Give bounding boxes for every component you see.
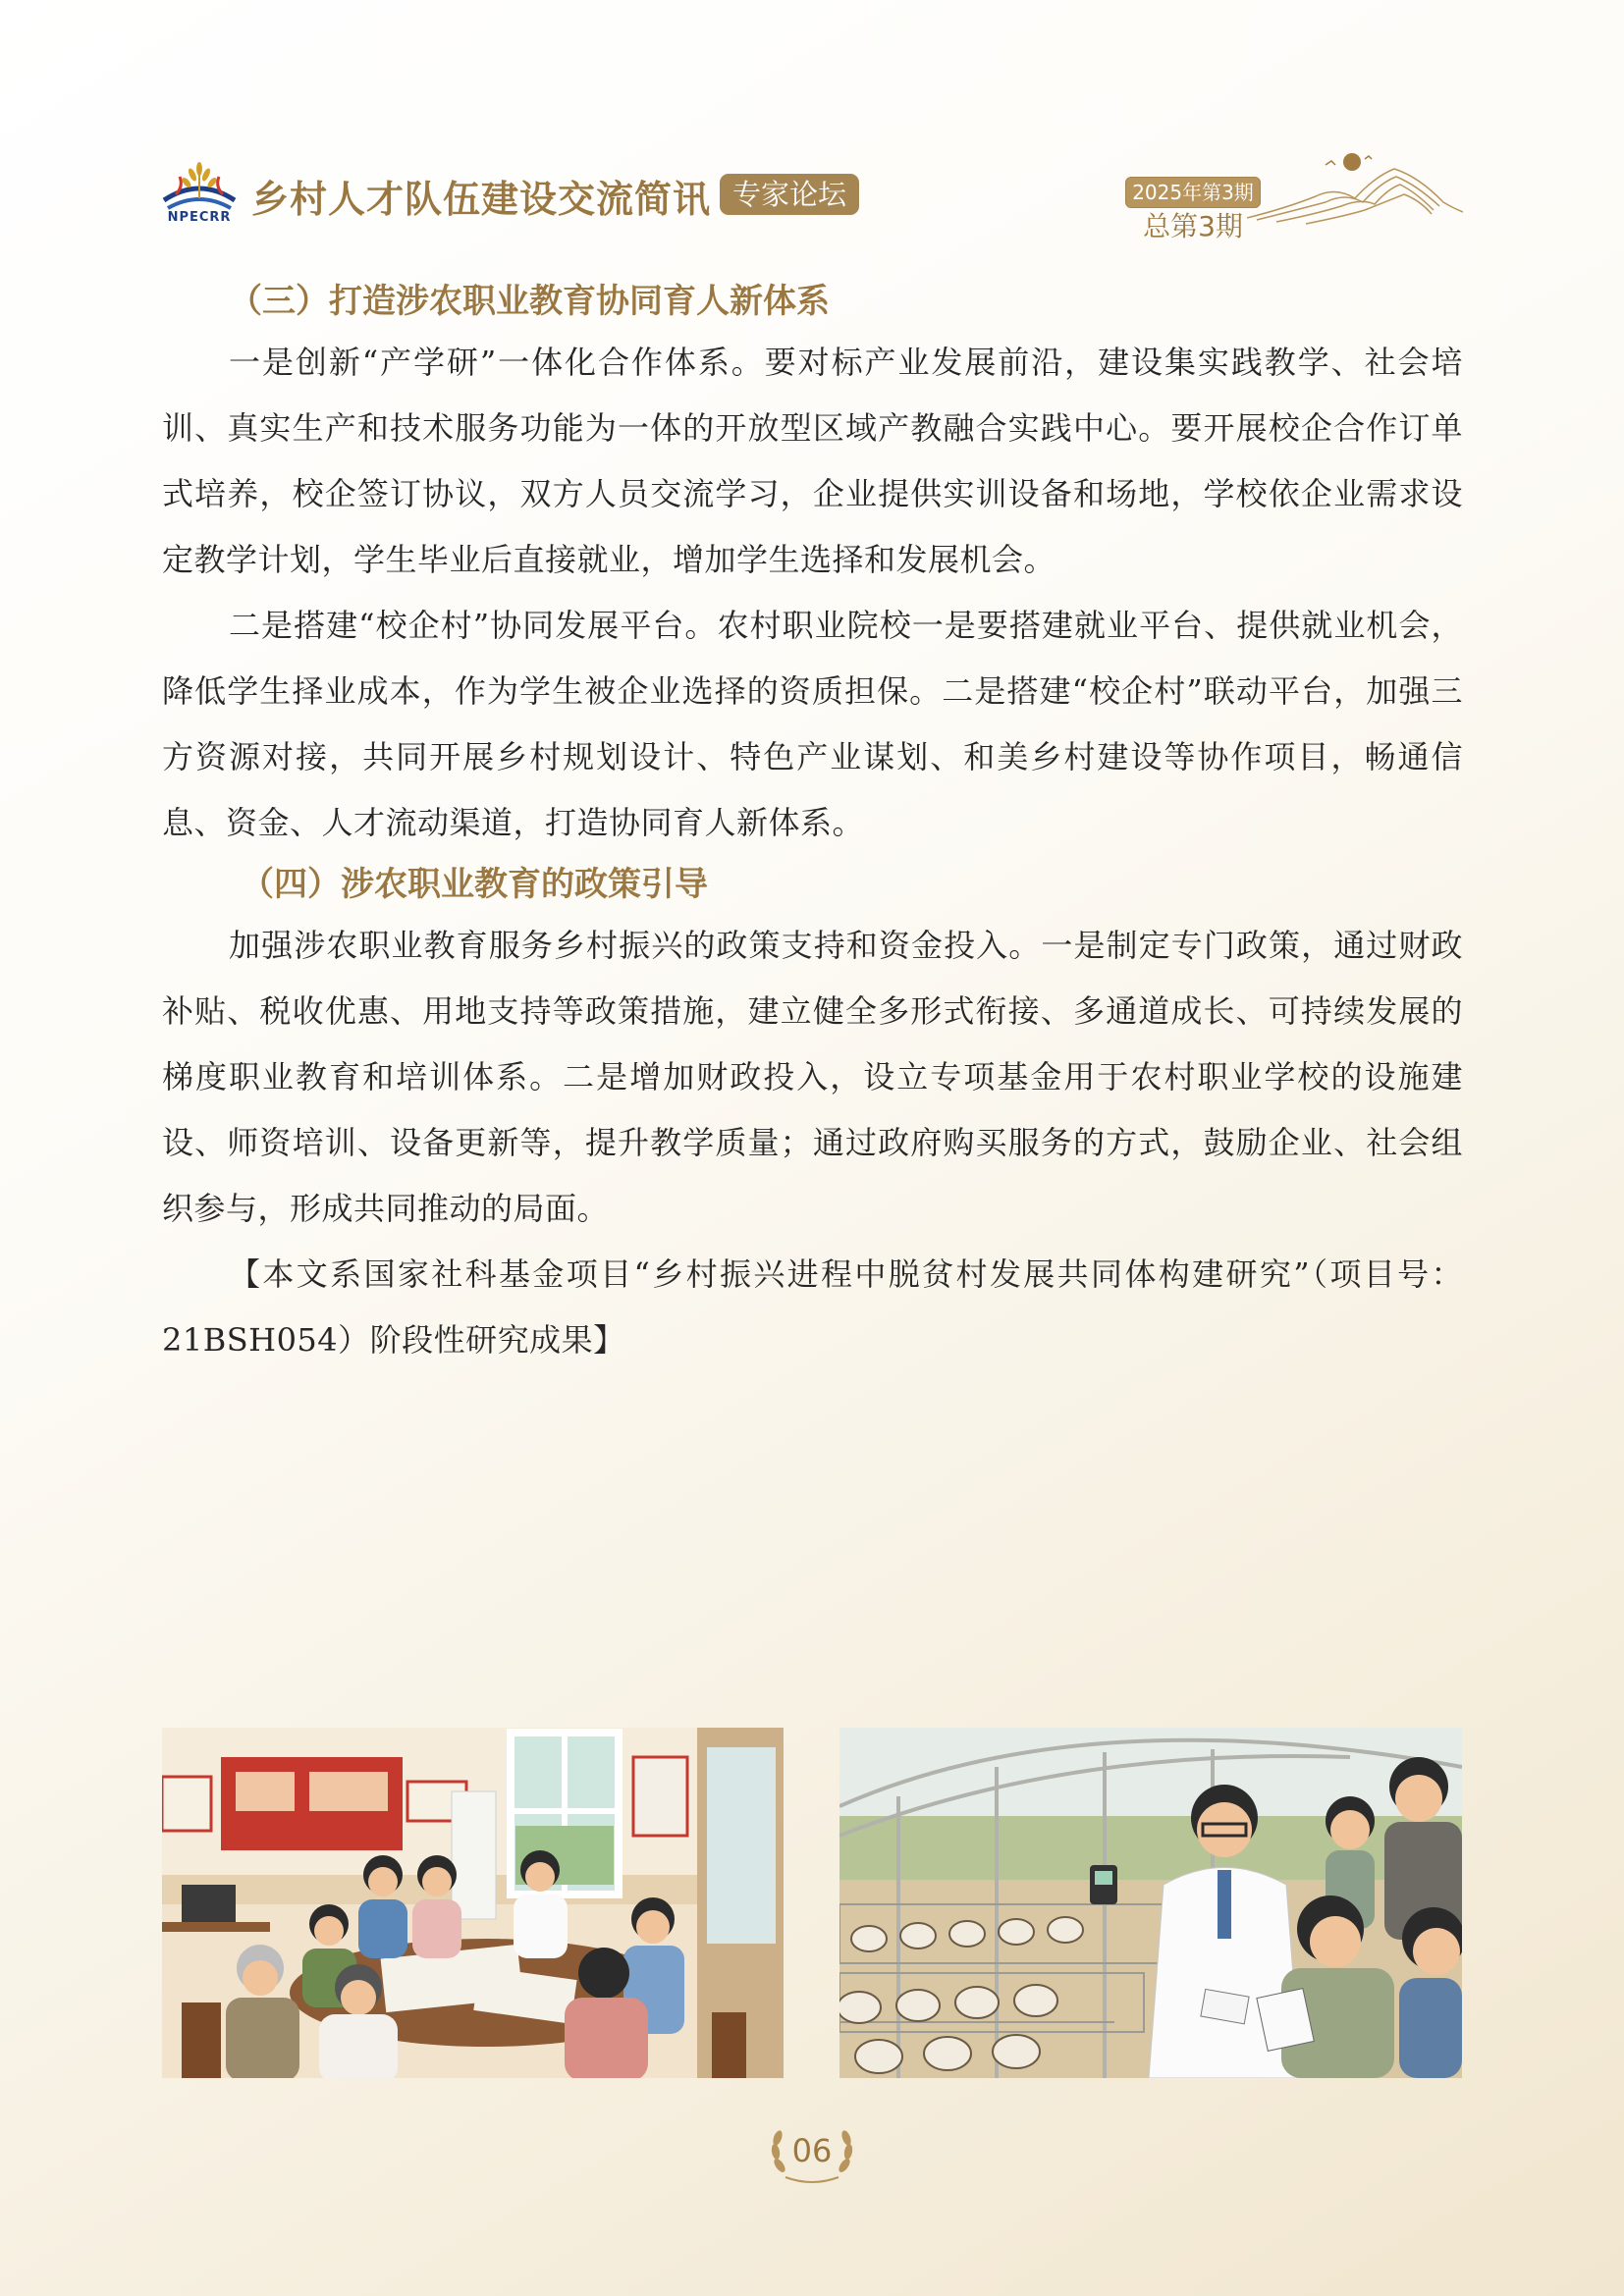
mountain-sun-decoration-icon — [1247, 147, 1463, 226]
issue-year-badge: 2025年第3期 — [1125, 177, 1261, 208]
funding-note: 【本文系国家社科基金项目“乡村振兴进程中脱贫村发展共同体构建研究”（项目号：21BSH054）阶段性研究成果】 — [162, 1255, 1463, 1359]
issue-total: 总第3期 — [1143, 210, 1243, 242]
illustration-greenhouse — [839, 1728, 1462, 2078]
page-number: 06 — [791, 2132, 833, 2169]
page-number-ornament — [766, 2118, 858, 2187]
page-header — [0, 0, 1624, 255]
article-body — [162, 273, 1463, 1373]
section-badge: 专家论坛 — [720, 174, 859, 215]
paragraph: 一是创新“产学研”一体化合作体系。要对标产业发展前沿，建设集实践教学、社会培训、真实生产和技术服务功能为一体的开放型区域产教融合实践中心。要开展校企合作订单式培养，校企签订协议，双方人员交流学习，企业提供实训设备和场地，学校依企业需求设定教学计划，学生毕业后直接就业，增加学生选择和发展机会。 — [162, 344, 1463, 578]
section-heading-3: （三）打造涉农职业教育协同育人新体系 — [229, 282, 830, 321]
logo-text: NPECRR — [167, 210, 232, 225]
publication-title: 乡村人才队伍建设交流简讯 — [251, 178, 712, 221]
paragraph: 加强涉农职业教育服务乡村振兴的政策支持和资金投入。一是制定专门政策，通过财政补贴、税收优惠、用地支持等政策措施，建立健全多形式衔接、多通道成长、可持续发展的梯度职业教育和培训体系。二是增加财政投入，设立专项基金用于农村职业学校的设施建设、师资培训、设备更新等，提升教学质量；通过政府购买服务的方式，鼓励企业、社会组织参与，形成共同推动的局面。 — [162, 927, 1463, 1227]
issue-info — [1119, 177, 1267, 243]
illustration-meeting — [162, 1728, 784, 2078]
paragraph: 二是搭建“校企村”协同发展平台。农村职业院校一是要搭建就业平台、提供就业机会，降低学生择业成本，作为学生被企业选择的资质担保。二是搭建“校企村”联动平台，加强三方资源对接，共同开展乡村规划设计、特色产业谋划、和美乡村建设等协作项目，畅通信息、资金、人才流动渠道，打造协同育人新体系。 — [162, 607, 1463, 841]
section-heading-4: （四）涉农职业教育的政策引导 — [241, 865, 708, 904]
